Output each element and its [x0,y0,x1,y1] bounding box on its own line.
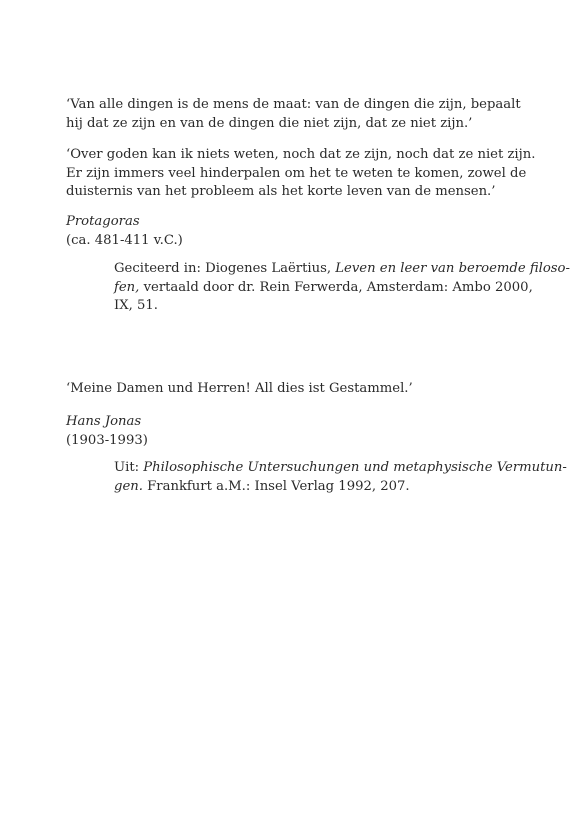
source-title: Philosophische Untersuchungen und metaphysische Vermutun- [143,460,567,475]
author-dates: (ca. 481-411 v.C.) [66,232,183,248]
quote-line: ‘Meine Damen und Herren! All dies ist Gestammel.’ [66,381,413,396]
protagoras-quote-1 [66,96,521,133]
source-line-2 [114,478,486,497]
source-line-1 [114,260,570,279]
source-prefix: Uit: [114,460,144,475]
quote-line: hij dat ze zijn en van de dingen die niet zijn, dat ze niet zijn.’ [66,115,473,131]
protagoras-quote-2 [66,146,536,202]
quote-line: Er zijn immers veel hinderpalen om het te weten te komen, zowel de [66,165,527,181]
source-publication: Frankfurt a.M.: Insel Verlag 1992, 207. [142,478,410,494]
quote-line: ‘Over goden kan ik niets weten, noch dat ze zijn, noch dat ze niet zijn. [66,147,536,162]
author-dates: (1903-1993) [66,432,148,448]
quote-line: duisternis van het probleem als het korte leven van de mensen.’ [66,184,496,199]
protagoras-source [114,260,570,316]
jonas-attribution [66,413,486,450]
source-line-2 [114,279,533,298]
author-name: Protagoras [66,214,140,229]
source-line-1 [114,459,567,478]
protagoras-attribution [66,213,486,250]
source-line-3: IX, 51. [114,298,158,313]
source-publication: vertaald door dr. Rein Ferwerda, Amsterdam: Ambo 2000, [139,279,533,295]
author-name: Hans Jonas [66,414,142,429]
jonas-source [114,459,567,496]
source-title-cont: gen. [114,478,143,494]
source-title: Leven en leer van beroemde filoso- [335,261,570,276]
quote-line: ‘Van alle dingen is de mens de maat: van de dingen die zijn, bepaalt [66,97,521,112]
jonas-quote [66,380,486,399]
source-prefix: Geciteerd in: Diogenes Laërtius, [114,261,336,276]
source-title-cont: fen, [114,279,140,295]
